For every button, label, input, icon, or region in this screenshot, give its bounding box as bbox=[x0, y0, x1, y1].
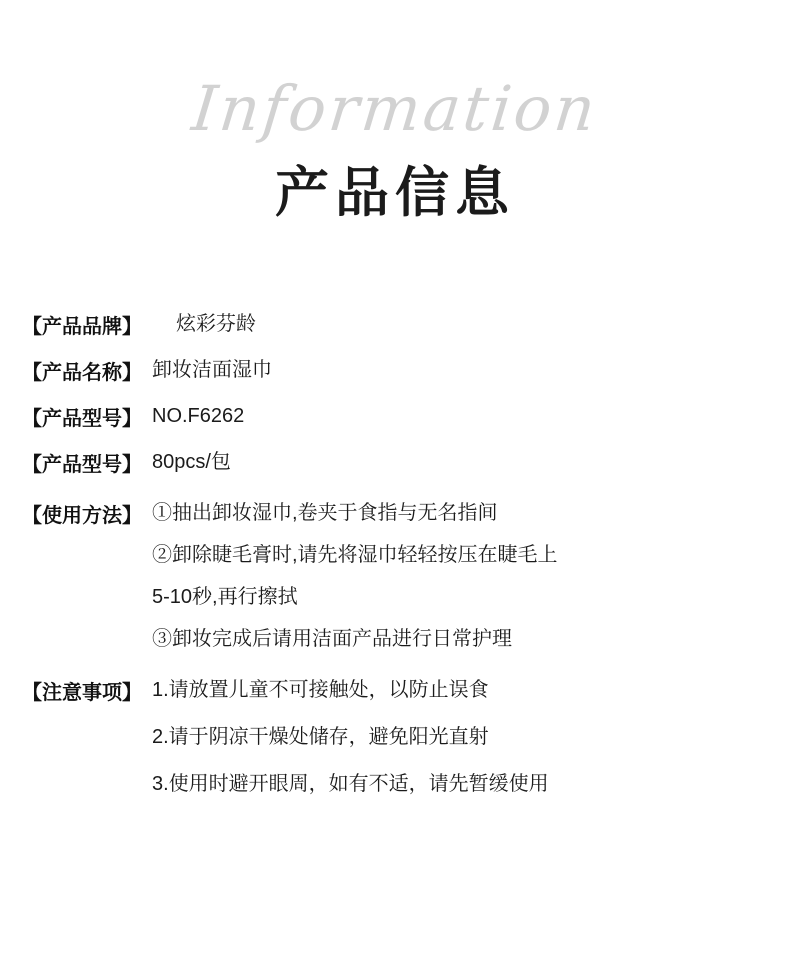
row-label: 【产品型号】 bbox=[22, 454, 142, 476]
decorative-script-title: Information bbox=[188, 72, 602, 145]
usage-label: 【使用方法】 bbox=[22, 505, 142, 527]
product-info-table bbox=[0, 310, 790, 834]
row-label: 【产品型号】 bbox=[22, 408, 142, 430]
notice-row bbox=[0, 676, 790, 817]
row-value: 炫彩芬龄 bbox=[176, 313, 256, 335]
notice-label: 【注意事项】 bbox=[22, 682, 142, 704]
usage-line: 5-10秒,再行擦拭 bbox=[152, 586, 298, 608]
notice-line: 2.请于阴凉干燥处储存，避免阳光直射 bbox=[152, 726, 489, 748]
page-header bbox=[0, 0, 790, 250]
usage-row bbox=[0, 499, 790, 654]
row-label: 【产品品牌】 bbox=[22, 316, 142, 338]
table-row bbox=[0, 448, 790, 477]
table-row bbox=[0, 356, 790, 385]
table-row bbox=[0, 310, 790, 339]
notice-line: 1.请放置儿童不可接触处，以防止误食 bbox=[152, 679, 489, 701]
row-value: 卸妆洁面湿巾 bbox=[152, 359, 272, 381]
row-value: 80pcs/包 bbox=[152, 451, 231, 473]
notice-lines bbox=[152, 676, 790, 817]
usage-line: ②卸除睫毛膏时,请先将湿巾轻轻按压在睫毛上 bbox=[152, 544, 558, 566]
table-row bbox=[0, 402, 790, 431]
row-label: 【产品名称】 bbox=[22, 362, 142, 384]
usage-lines bbox=[152, 499, 790, 654]
page-title: 产品信息 bbox=[275, 163, 515, 223]
notice-line: 3.使用时避开眼周，如有不适，请先暂缓使用 bbox=[152, 773, 549, 795]
usage-line: ①抽出卸妆湿巾,卷夹于食指与无名指间 bbox=[152, 502, 498, 524]
row-value: NO.F6262 bbox=[152, 405, 245, 427]
usage-line: ③卸妆完成后请用洁面产品进行日常护理 bbox=[152, 628, 512, 650]
